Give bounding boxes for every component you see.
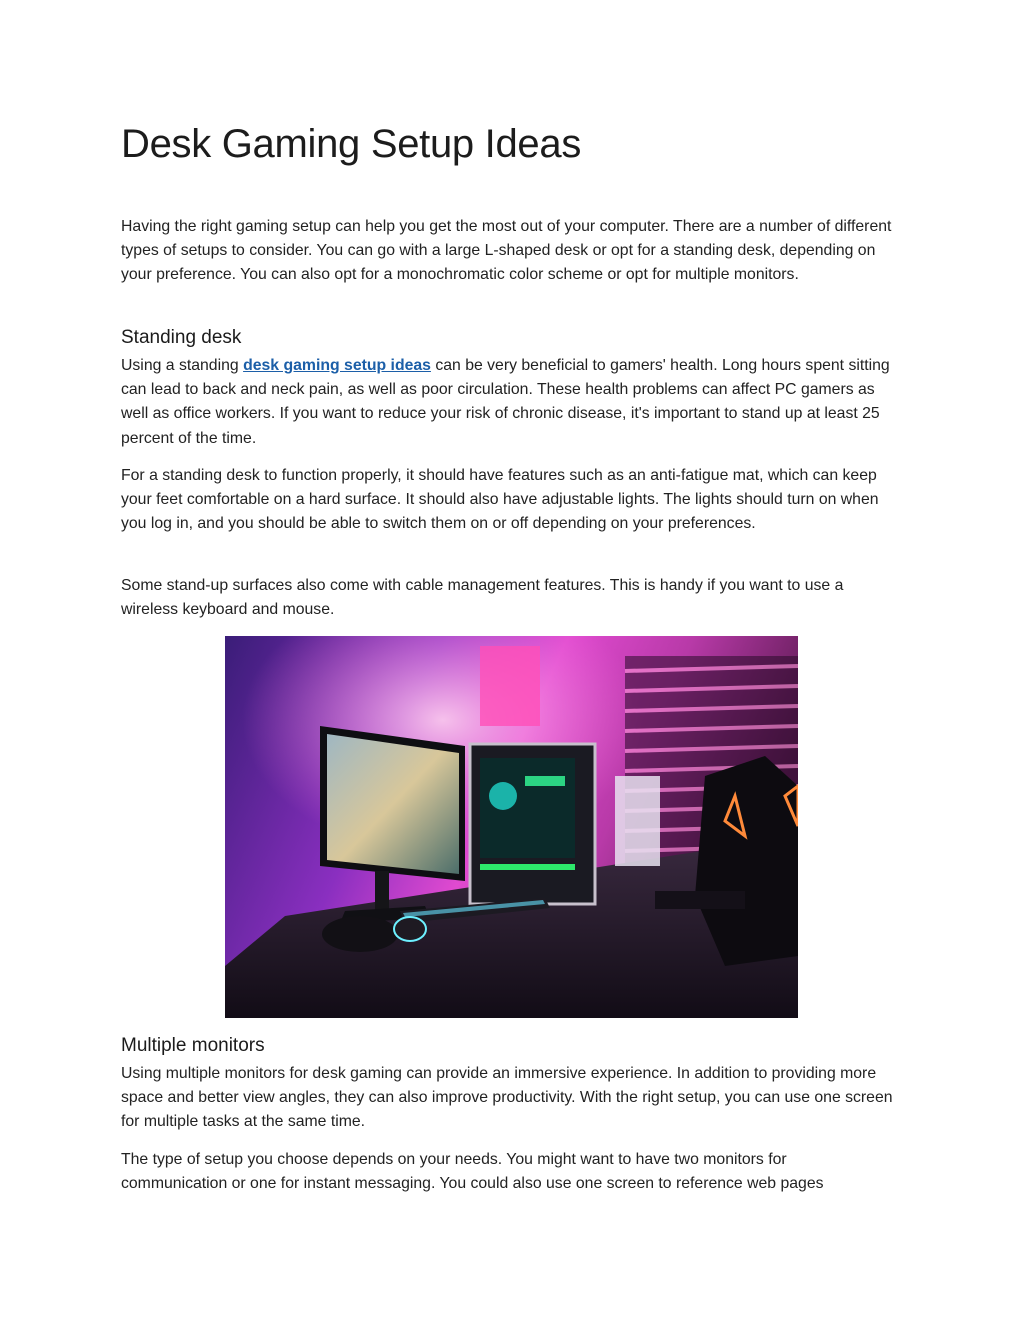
desk-gaming-setup-ideas-link[interactable]: desk gaming setup ideas — [243, 357, 431, 374]
paragraph-text: Using a standing — [121, 357, 244, 374]
section-heading-multiple-monitors: Multiple monitors — [121, 1035, 265, 1056]
standing-desk-paragraph-1 — [121, 354, 896, 451]
standing-desk-paragraph-3: Some stand-up surfaces also come with cable management features. This is handy if you want to use a wireless keyboard and mouse. — [121, 577, 844, 619]
standing-desk-paragraph-2: For a standing desk to function properly, it should have features such as an anti-fatigue mat, which can keep your feet comfortable on a hard surface. It should also have adjustable lights. The lights should turn on when you log in, and you should be able to switch them on or off depending on your preferences. — [121, 467, 879, 533]
gaming-setup-photo — [225, 636, 798, 1018]
multiple-monitors-paragraph-2: The type of setup you choose depends on your needs. You might want to have two monitors for communication or one for instant messaging. You could also use one screen to reference web pages — [121, 1151, 824, 1193]
page-title: Desk Gaming Setup Ideas — [121, 122, 582, 166]
section-heading-standing-desk: Standing desk — [121, 327, 242, 348]
multiple-monitors-paragraph-1: Using multiple monitors for desk gaming can provide an immersive experience. In addition to providing more space and better view angles, they can also improve productivity. With the right setup, you can use one screen for multiple tasks at the same time. — [121, 1065, 893, 1131]
intro-paragraph: Having the right gaming setup can help you get the most out of your computer. There are a number of different types of setups to consider. You can go with a large L-shaped desk or opt for a standing desk, depending on your preference. You can also opt for a monochromatic color scheme or opt for multiple monitors. — [121, 218, 892, 284]
paragraph-text: can be very beneficial to gamers' health. Long hours spent sitting can lead to back and neck pain, as well as poor circulation. These health problems can affect PC gamers as well as office workers. If you want to reduce your risk of chronic disease, it's important to stand up at least 25 percent of the time. — [121, 357, 890, 447]
